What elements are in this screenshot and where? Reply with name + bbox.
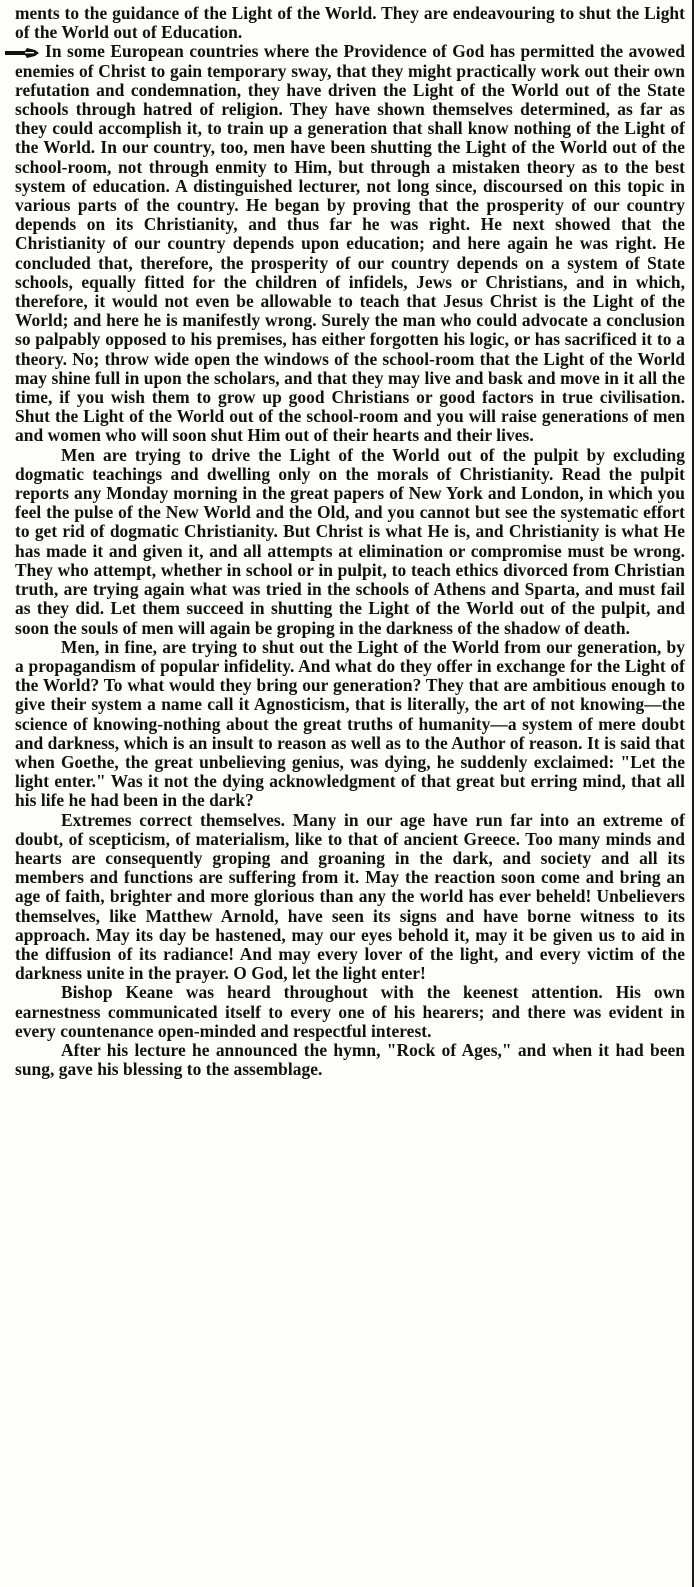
- paragraph-reception: Bishop Keane was heard throughout with the keenest attention. His own earnestness communicated itself to every one of his hearers; and there was evident in every countenance open-minded and respectful interest.: [15, 982, 685, 1041]
- pointing-hand-icon: [5, 47, 39, 59]
- paragraph-schools: [15, 42, 685, 445]
- article-column: [15, 4, 685, 1079]
- column-rule: [692, 0, 694, 1587]
- paragraph-extremes: Extremes correct themselves. Many in our age have run far into an extreme of doubt, of scepticism, of materialism, like to that of ancient Greece. Too many minds and hearts are consequently groping and groaning in the dark, and society and all its members and functions are suffering from it. May the reaction soon come and bring an age of faith, brighter and more glorious than any the world has ever beheld! Unbelievers themselves, like Matthew Arnold, have seen its signs and have borne witness to its approach. May its day be hastened, may our eyes behold it, may it be given us to aid in the diffusion of its radiance! And may every lover of the light, and every victim of the darkness unite in the prayer. O God, let the light enter!: [15, 809, 685, 984]
- paragraph-text: In some European countries where the Providence of God has permitted the avowed enemies of Christ to gain temporary sway, that they might practically work out their own refutation and condemnation, they have driven the Light of the World out of the State schools through hatred of religion. They have shown themselves determined, as far as they could accomplish it, to train up a generation that shall know nothing of the Light of the World. In our country, too, men have been shutting the Light of the World out of the school-room, not through enmity to Him, but through a mistaken theory as to the best system of education. A distinguished lecturer, not long since, discoursed on this topic in various parts of the country. He began by proving that the prosperity of our country depends on its Christianity, and thus far he was right. He next showed that the Christianity of our country depends upon education; and here again he was right. He concluded that, therefore, the prosperity of our country depends on a system of State schools, equally fitted for the children of infidels, Jews or Christians, and in which, therefore, it would not even be allowable to teach that Jesus Christ is the Light of the World; and here he is manifestly wrong. Surely the man who could advocate a conclusion so palpably opposed to his premises, has either forgotten his logic, or has sacrificed it to a theory. No; throw wide open the windows of the school-room that the Light of the World may shine full in upon the scholars, and that they may live and bask and move in it all the time, if you wish them to grow up good Christians or good factors in true civilisation. Shut the Light of the World out of the school-room and you will raise generations of men and women who will soon shut Him out of their hearts and their lives.: [15, 41, 685, 446]
- paragraph-closing: After his lecture he announced the hymn, "Rock of Ages," and when it had been sung, gave his blessing to the assemblage.: [15, 1039, 685, 1080]
- paragraph-agnosticism: Men, in fine, are trying to shut out the Light of the World from our generation, by a propagandism of popular infidelity. And what do they offer in exchange for the Light of the World? To what would they bring our generation? They that are ambitious enough to give their system a name call it Agnosticism, that is literally, the art of not knowing—the science of knowing-nothing about the great truths of humanity—a system of mere doubt and darkness, which is an insult to reason as well as to the Author of reason. It is said that when Goethe, the great unbelieving genius, was dying, he suddenly exclaimed: "Let the light enter." Was it not the dying acknowledgment of that great but erring mind, that all his life he had been in the dark?: [15, 636, 685, 811]
- paragraph-continuation: ments to the guidance of the Light of the World. They are endeavouring to shut the Light of the World out of Education.: [15, 3, 685, 43]
- paragraph-pulpit: Men are trying to drive the Light of the World out of the pulpit by excluding dogmatic teachings and dwelling only on the morals of Christianity. Read the pulpit reports any Monday morning in the great papers of New York and London, in which you feel the pulse of the New World and the Old, and you cannot but see the systematic effort to get rid of dogmatic Christianity. But Christ is what He is, and Christianity is what He has made it and given it, and all attempts at elimination or compromise must be wrong. They who attempt, whether in school or in pulpit, to teach ethics divorced from Christian truth, are trying again what was tried in the schools of Athens and Sparta, and must fail as they did. Let them succeed in shutting the Light of the World out of the pulpit, and soon the souls of men will again be groping in the darkness of the shadow of death.: [15, 444, 685, 638]
